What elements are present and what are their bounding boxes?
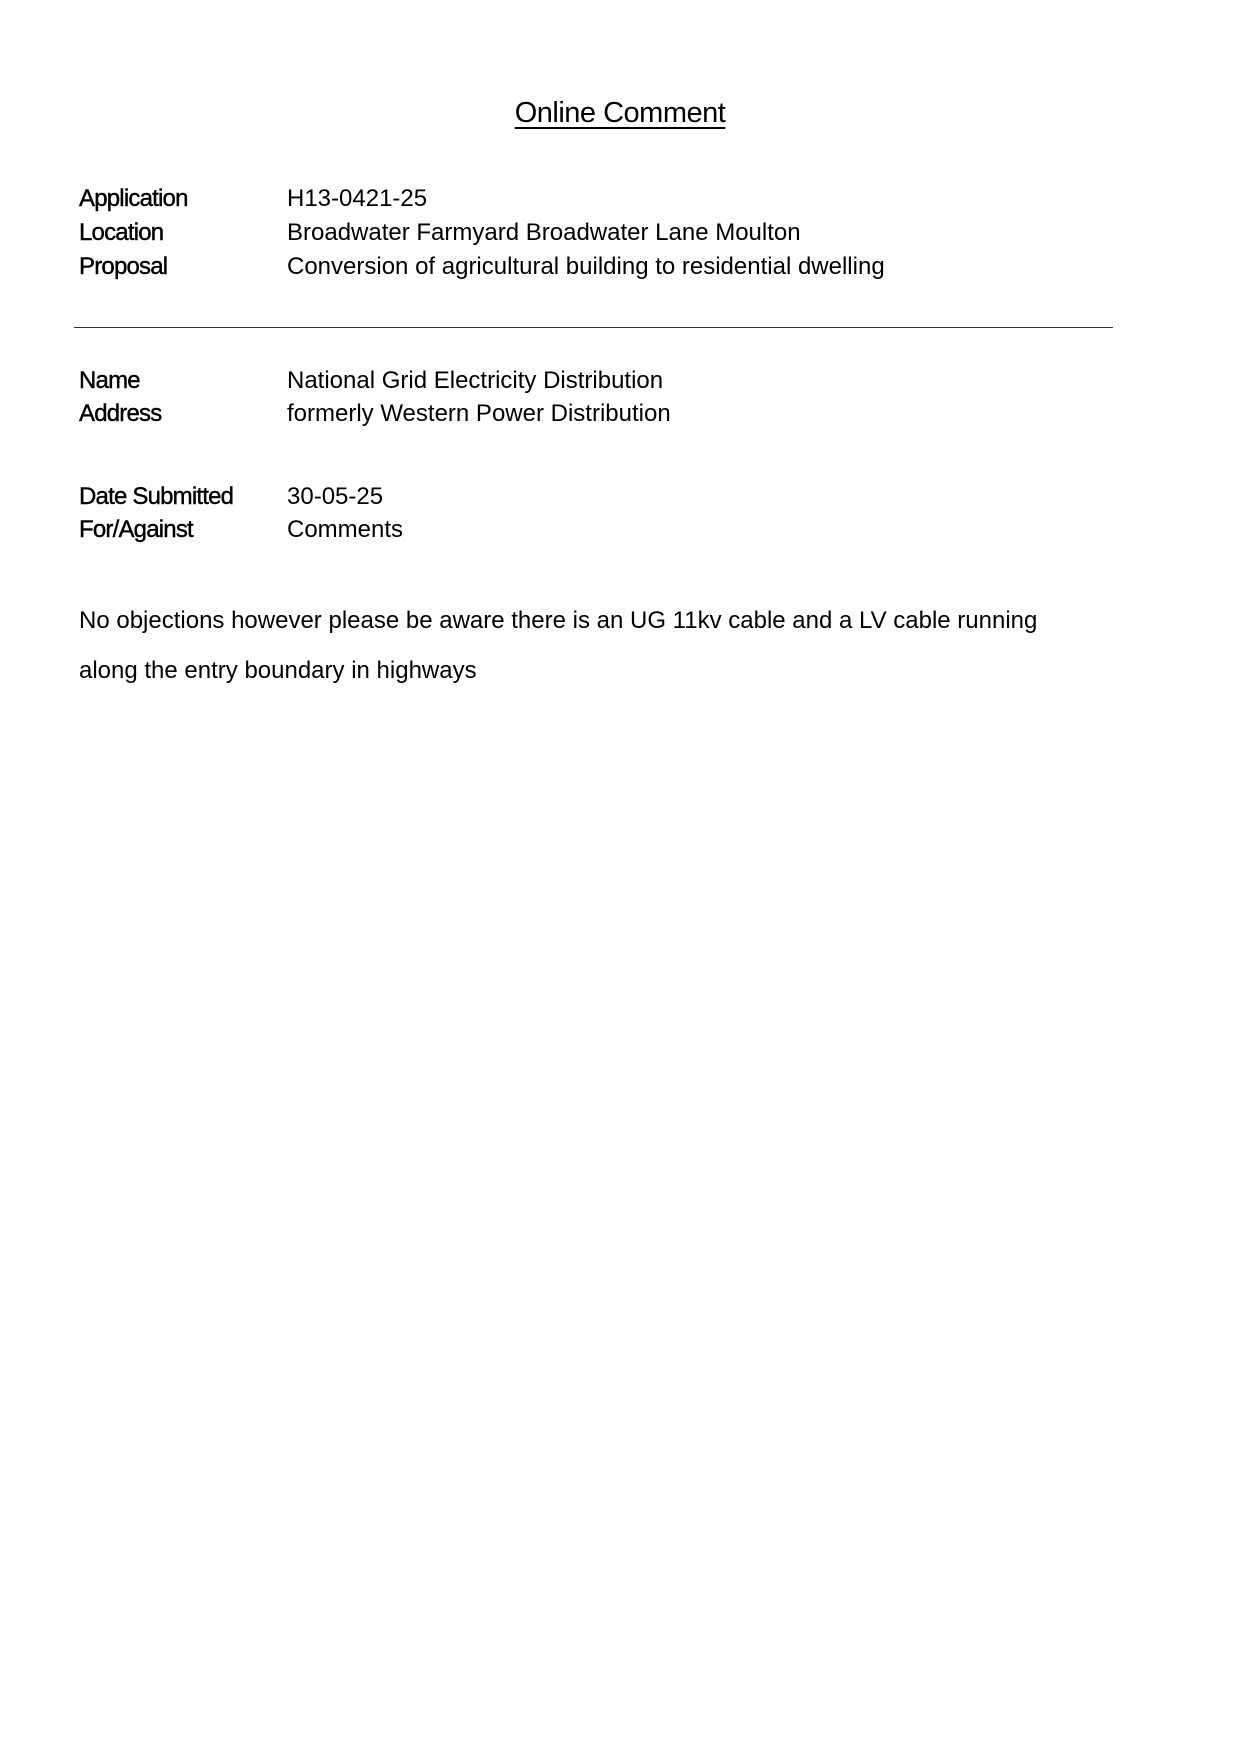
comment-line-2: along the entry boundary in highways — [79, 657, 477, 684]
name-value: National Grid Electricity Distribution — [287, 367, 664, 394]
for-against-row — [79, 514, 1119, 546]
page-title-text: Online Comment — [514, 97, 726, 129]
date-submitted-row — [79, 481, 1119, 513]
name-label: Name — [79, 367, 140, 394]
location-value: Broadwater Farmyard Broadwater Lane Moulton — [287, 219, 801, 246]
for-against-label: For/Against — [79, 516, 193, 543]
section-divider — [74, 327, 1113, 328]
comment-line-1: No objections however please be aware there is an UG 11kv cable and a LV cable running — [79, 607, 1038, 634]
address-row — [79, 398, 1119, 430]
application-label: Application — [79, 185, 188, 212]
date-submitted-value: 30-05-25 — [287, 483, 384, 510]
proposal-row — [79, 251, 1119, 283]
date-submitted-label: Date Submitted — [79, 483, 234, 510]
proposal-value: Conversion of agricultural building to residential dwelling — [287, 253, 885, 280]
location-row — [79, 217, 1119, 249]
application-row — [79, 183, 1119, 215]
location-label: Location — [79, 219, 164, 246]
address-value: formerly Western Power Distribution — [287, 400, 671, 427]
for-against-value: Comments — [287, 516, 404, 543]
application-value: H13-0421-25 — [287, 185, 428, 212]
page-title — [0, 96, 1240, 130]
name-row — [79, 365, 1119, 397]
address-label: Address — [79, 400, 162, 427]
comment-text — [79, 583, 1139, 708]
proposal-label: Proposal — [79, 253, 168, 280]
